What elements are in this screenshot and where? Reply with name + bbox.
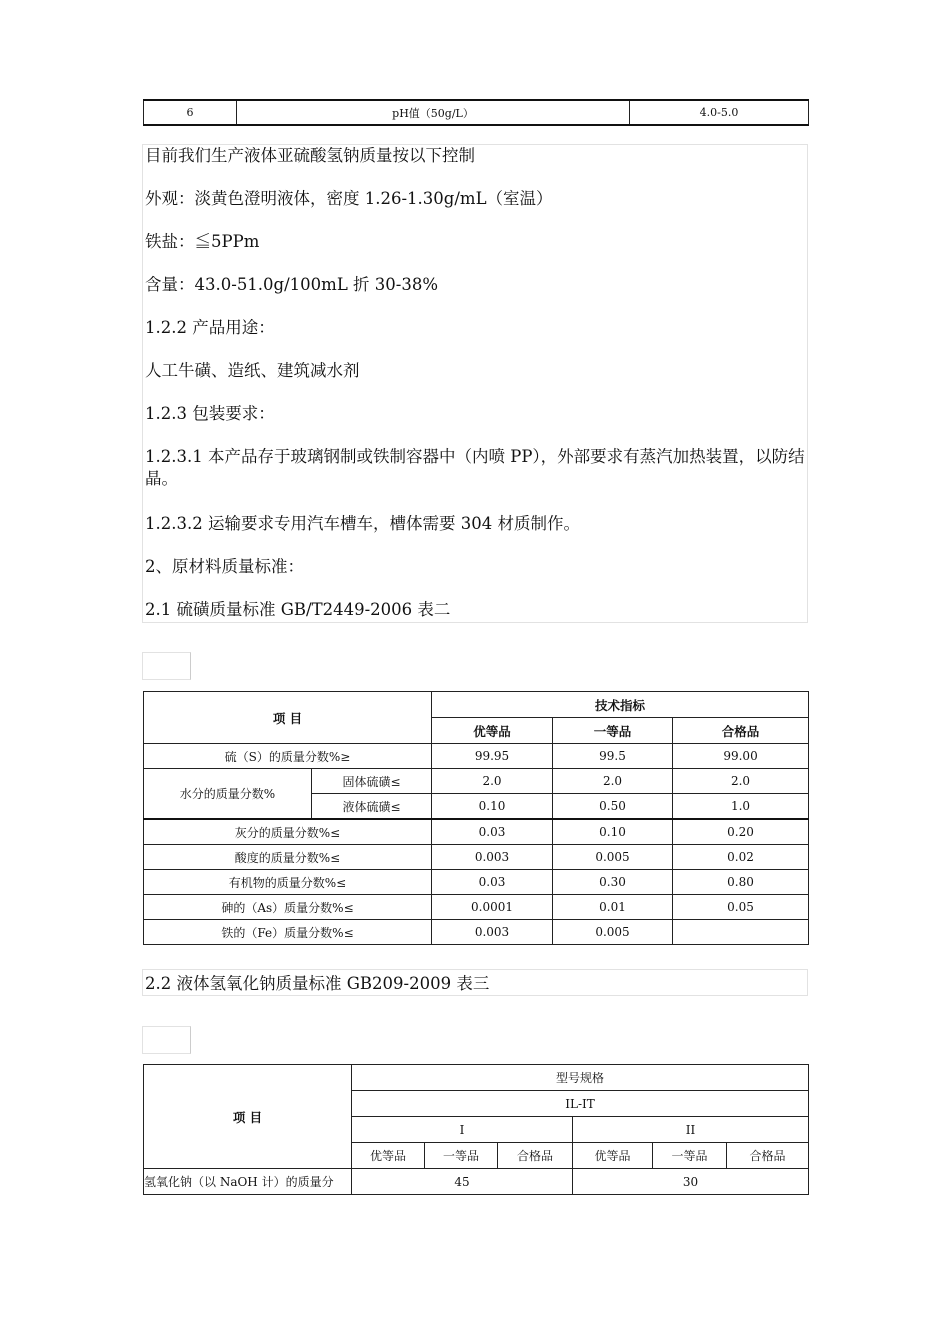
row-label: 水分的质量分数% xyxy=(144,769,312,820)
cell-value: 1.0 xyxy=(673,794,809,820)
table-row xyxy=(144,920,809,945)
class-header: I xyxy=(352,1117,573,1143)
row-item: pH值（50g/L） xyxy=(237,100,630,125)
row-sublabel: 液体硫磺≤ xyxy=(312,794,432,820)
table-header-row xyxy=(144,692,809,718)
cell-value: 0.10 xyxy=(432,794,553,820)
grade-header: 优等品 xyxy=(352,1143,425,1169)
cell-value: 0.01 xyxy=(553,895,673,920)
empty-cell-box xyxy=(142,652,191,680)
table-row xyxy=(144,744,809,769)
row-label: 酸度的质量分数%≤ xyxy=(144,845,432,870)
table-row xyxy=(144,819,809,845)
grade-header: 一等品 xyxy=(653,1143,727,1169)
cell-value: 0.0001 xyxy=(432,895,553,920)
grade-header: 一等品 xyxy=(553,718,673,744)
naoh-section-title: 2.2 液体氢氧化钠质量标准 GB209-2009 表三 xyxy=(142,969,808,996)
class-header: II xyxy=(573,1117,809,1143)
paragraph: 目前我们生产液体亚硫酸氢钠质量按以下控制 xyxy=(145,146,475,165)
row-sublabel: 固体硫磺≤ xyxy=(312,769,432,794)
row-value: 4.0-5.0 xyxy=(630,100,809,125)
grade-header: 优等品 xyxy=(573,1143,653,1169)
table-row xyxy=(144,100,809,125)
cell-value: 99.5 xyxy=(553,744,673,769)
text-block xyxy=(142,144,808,623)
cell-value: 0.20 xyxy=(673,819,809,845)
cell-value: 0.005 xyxy=(553,845,673,870)
paragraph: 铁盐：≦5PPm xyxy=(145,232,260,251)
cell-value xyxy=(673,920,809,945)
cell-value: 0.02 xyxy=(673,845,809,870)
row-label: 有机物的质量分数%≤ xyxy=(144,870,432,895)
item-header: 项 目 xyxy=(144,692,432,744)
row-label: 灰分的质量分数%≤ xyxy=(144,819,432,845)
cell-value: 0.50 xyxy=(553,794,673,820)
cell-value: 0.05 xyxy=(673,895,809,920)
grade-header: 一等品 xyxy=(425,1143,498,1169)
table-row xyxy=(144,845,809,870)
cell-value: 0.80 xyxy=(673,870,809,895)
table-row xyxy=(144,769,809,794)
cell-value: 0.03 xyxy=(432,870,553,895)
grade-header: 优等品 xyxy=(432,718,553,744)
cell-value: 0.003 xyxy=(432,845,553,870)
row-label: 铁的（Fe）质量分数%≤ xyxy=(144,920,432,945)
paragraph: 含量：43.0-51.0g/100mL 折 30-38% xyxy=(145,275,439,294)
paragraph: 1.2.3.1 本产品存于玻璃钢制或铁制容器中（内喷 PP），外部要求有蒸汽加热装置，以防结晶。 xyxy=(145,447,805,488)
row-index: 6 xyxy=(144,100,237,125)
grade-header: 合格品 xyxy=(673,718,809,744)
cell-value: 30 xyxy=(573,1169,809,1195)
paragraph: 2.1 硫磺质量标准 GB/T2449-2006 表二 xyxy=(145,600,451,619)
table-row xyxy=(144,870,809,895)
ph-row-table xyxy=(143,99,809,126)
cell-value: 99.95 xyxy=(432,744,553,769)
cell-value: 0.10 xyxy=(553,819,673,845)
paragraph: 1.2.3 包装要求： xyxy=(145,404,275,423)
table-row xyxy=(144,895,809,920)
empty-cell-box xyxy=(142,1026,191,1054)
paragraph: 1.2.2 产品用途： xyxy=(145,318,275,337)
model-header: 型号规格 xyxy=(352,1065,809,1091)
row-label: 氢氧化钠（以 NaOH 计）的质量分 xyxy=(144,1169,352,1195)
cell-value: 45 xyxy=(352,1169,573,1195)
row-label: 砷的（As）质量分数%≤ xyxy=(144,895,432,920)
spec-header: 技术指标 xyxy=(432,692,809,718)
sulfur-quality-table xyxy=(143,691,809,945)
paragraph: 外观：淡黄色澄明液体，密度 1.26-1.30g/mL（室温） xyxy=(145,189,553,208)
grade-header: 合格品 xyxy=(727,1143,809,1169)
cell-value: 2.0 xyxy=(553,769,673,794)
paragraph: 2、原材料质量标准： xyxy=(145,557,304,576)
cell-value: 99.00 xyxy=(673,744,809,769)
paragraph: 1.2.3.2 运输要求专用汽车槽车，槽体需要 304 材质制作。 xyxy=(145,514,580,533)
cell-value: 2.0 xyxy=(673,769,809,794)
cell-value: 2.0 xyxy=(432,769,553,794)
cell-value: 0.003 xyxy=(432,920,553,945)
row-label: 硫（S）的质量分数%≥ xyxy=(144,744,432,769)
model-code: IL-IT xyxy=(352,1091,809,1117)
table-row xyxy=(144,1169,809,1195)
paragraph: 人工牛磺、造纸、建筑减水剂 xyxy=(145,361,360,380)
item-header: 项 目 xyxy=(144,1065,352,1169)
cell-value: 0.005 xyxy=(553,920,673,945)
naoh-quality-table xyxy=(143,1064,809,1195)
grade-header: 合格品 xyxy=(498,1143,573,1169)
cell-value: 0.03 xyxy=(432,819,553,845)
table-header-row xyxy=(144,1065,809,1091)
cell-value: 0.30 xyxy=(553,870,673,895)
